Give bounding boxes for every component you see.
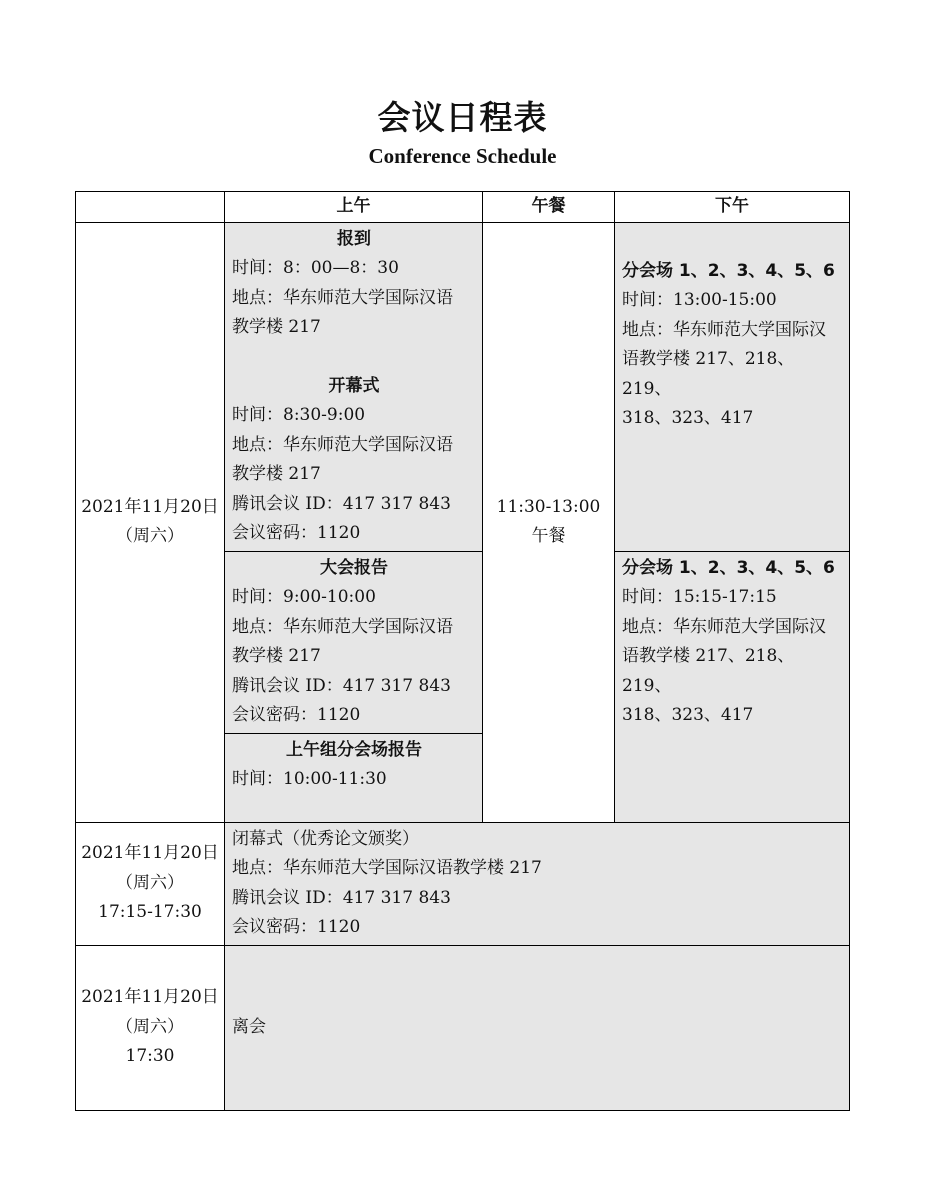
afternoon-2-title: 分会场 1、2、3、4、5、6 — [622, 557, 835, 578]
registration-place-cont: 教学楼 217 — [232, 317, 321, 337]
plenary-password: 会议密码：1120 — [232, 705, 361, 725]
closing-weekday: （周六） — [116, 872, 184, 893]
lunch-label: 午餐 — [531, 526, 566, 546]
schedule-table — [75, 191, 850, 1111]
afternoon-2-place-cont: 语教学楼 217、218、219、 — [622, 646, 795, 696]
page-subtitle: Conference Schedule — [368, 144, 557, 168]
closing-title: 闭幕式（优秀论文颁奖） — [232, 828, 419, 849]
lunch-cell — [483, 222, 615, 822]
date-cell — [76, 222, 225, 822]
afternoon-1-place-rooms: 318、323、417 — [622, 408, 754, 428]
plenary-block — [225, 552, 482, 733]
afternoon-1-place: 地点：华东师范大学国际汉 — [622, 319, 826, 340]
lunch-time: 11:30-13:00 — [496, 496, 601, 517]
afternoon-session-2-cell — [615, 551, 850, 822]
closing-meeting-id: 腾讯会议 ID：417 317 843 — [232, 887, 451, 908]
header-afternoon: 下午 — [615, 192, 850, 223]
opening-meeting-id: 腾讯会议 ID：417 317 843 — [232, 493, 451, 514]
opening-place-cont: 教学楼 217 — [232, 464, 321, 484]
afternoon-session-1 — [615, 223, 849, 436]
departure-label: 离会 — [232, 1016, 266, 1037]
closing-place: 地点：华东师范大学国际汉语教学楼 217 — [232, 858, 542, 878]
registration-title: 报到 — [337, 228, 371, 249]
registration-place: 地点：华东师范大学国际汉语 — [232, 287, 453, 308]
plenary-place-cont: 教学楼 217 — [232, 646, 321, 666]
departure-date-cell — [76, 945, 225, 1110]
plenary-time: 时间：9:00-10:00 — [232, 587, 376, 607]
header-date — [76, 192, 225, 223]
plenary-place: 地点：华东师范大学国际汉语 — [232, 616, 453, 637]
header-lunch: 午餐 — [483, 192, 615, 223]
table-row — [76, 222, 850, 551]
closing-date-cell — [76, 822, 225, 945]
registration-time: 时间：8：00—8：30 — [232, 258, 399, 278]
registration-block — [225, 223, 482, 551]
opening-time: 时间：8:30-9:00 — [232, 405, 366, 425]
opening-title: 开幕式 — [328, 375, 380, 396]
plenary-meeting-id: 腾讯会议 ID：417 317 843 — [232, 675, 451, 696]
table-row — [76, 945, 850, 1110]
header-morning: 上午 — [225, 192, 483, 223]
closing-block — [225, 823, 849, 945]
table-header-row — [76, 192, 850, 223]
closing-time: 17:15-17:30 — [98, 902, 202, 923]
afternoon-session-2 — [615, 552, 849, 733]
afternoon-2-place: 地点：华东师范大学国际汉 — [622, 616, 826, 637]
registration-opening-cell — [225, 222, 483, 551]
departure-time: 17:30 — [125, 1046, 175, 1067]
opening-place: 地点：华东师范大学国际汉语 — [232, 434, 453, 455]
afternoon-1-title: 分会场 1、2、3、4、5、6 — [622, 260, 835, 281]
morning-group-title: 上午组分会场报告 — [286, 739, 422, 760]
date-text: 2021年11月20日 — [81, 496, 219, 517]
plenary-title: 大会报告 — [320, 557, 388, 578]
afternoon-2-place-rooms: 318、323、417 — [622, 705, 754, 725]
afternoon-1-time: 时间：13:00-15:00 — [622, 290, 777, 310]
page-title: 会议日程表 — [377, 98, 548, 137]
departure-weekday: （周六） — [116, 1016, 184, 1037]
closing-password: 会议密码：1120 — [232, 917, 361, 937]
morning-group-cell — [225, 733, 483, 822]
closing-date: 2021年11月20日 — [81, 843, 219, 864]
departure-cell — [225, 945, 850, 1110]
weekday-text: （周六） — [116, 526, 184, 546]
plenary-cell — [225, 551, 483, 733]
departure-date: 2021年11月20日 — [81, 987, 219, 1008]
closing-cell — [225, 822, 850, 945]
morning-group-time: 时间：10:00-11:30 — [232, 769, 387, 789]
afternoon-session-1-cell — [615, 222, 850, 551]
morning-group-block — [225, 734, 482, 797]
table-row — [76, 822, 850, 945]
afternoon-1-place-cont: 语教学楼 217、218、219、 — [622, 349, 795, 399]
afternoon-2-time: 时间：15:15-17:15 — [622, 587, 777, 607]
opening-password: 会议密码：1120 — [232, 523, 361, 543]
